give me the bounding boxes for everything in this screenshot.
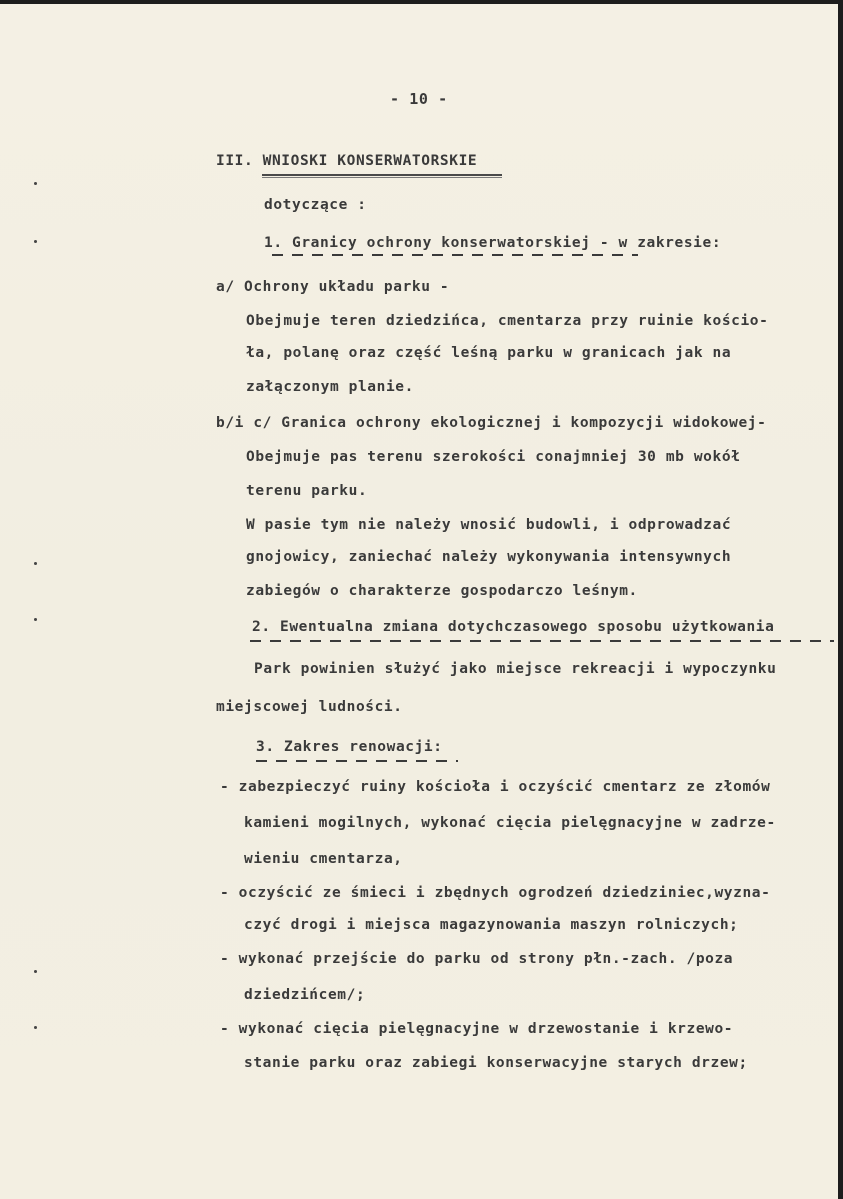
section-title: III. WNIOSKI KONSERWATORSKIE: [216, 153, 478, 169]
renowacja-dashed-underline: [256, 760, 458, 762]
a-heading: a/ Ochrony układu parku -: [216, 279, 450, 295]
renowacja-item-2-line-1: - oczyścić ze śmieci i zbędnych ogrodzeń dziedziniec,wyzna-: [220, 885, 771, 901]
b-line-2: terenu parku.: [246, 483, 368, 499]
a-line-1: Obejmuje teren dziedzińca, cmentarza przy ruinie kościo-: [246, 313, 769, 329]
renowacja-item-3-line-1: - wykonać przejście do parku od strony płn.-zach. /poza: [220, 951, 734, 967]
renowacja-item-4-line-1: - wykonać cięcia pielęgnacyjne w drzewostanie i krzewo-: [220, 1021, 734, 1037]
renowacja-item-2-line-2: czyć drogi i miejsca magazynowania maszyn rolniczych;: [244, 917, 739, 933]
renowacja-item-1-line-1: - zabezpieczyć ruiny kościoła i oczyścić cmentarz ze złomów: [220, 779, 771, 795]
b-line-3: W pasie tym nie należy wnosić budowli, i odprowadzać: [246, 517, 732, 533]
b-heading: b/i c/ Granica ochrony ekologicznej i kompozycji widokowej-: [216, 415, 767, 431]
margin-dot: [34, 182, 37, 185]
a-line-3: załączonym planie.: [246, 379, 414, 395]
renowacja-item-1-line-3: wieniu cmentarza,: [244, 851, 403, 867]
renowacja-item-1-line-2: kamieni mogilnych, wykonać cięcia pielęgnacyjne w zadrze-: [244, 815, 776, 831]
zmiana-line-2: miejscowej ludności.: [216, 699, 403, 715]
renowacja-heading: 3. Zakres renowacji:: [256, 739, 443, 755]
a-line-2: ła, polanę oraz część leśną parku w granicach jak na: [246, 345, 732, 361]
b-line-5: zabiegów o charakterze gospodarczo leśnym.: [246, 583, 638, 599]
margin-dot: [34, 618, 37, 621]
b-line-4: gnojowicy, zaniechać należy wykonywania intensywnych: [246, 549, 732, 565]
zmiana-dashed-underline: [250, 640, 834, 642]
page-number: - 10 -: [390, 90, 448, 108]
margin-dot: [34, 970, 37, 973]
title-underline: [262, 174, 502, 176]
title-underline-shadow: [262, 177, 502, 178]
b-line-1: Obejmuje pas terenu szerokości conajmniej 30 mb wokół: [246, 449, 741, 465]
margin-dot: [34, 562, 37, 565]
zmiana-heading: 2. Ewentualna zmiana dotychczasowego sposobu użytkowania: [252, 619, 775, 635]
granice-heading: 1. Granicy ochrony konserwatorskiej - w zakresie:: [264, 235, 722, 251]
renowacja-item-3-line-2: dziedzińcem/;: [244, 987, 366, 1003]
margin-dot: [34, 240, 37, 243]
dotyczace-line: dotyczące :: [264, 197, 367, 213]
renowacja-item-4-line-2: stanie parku oraz zabiegi konserwacyjne starych drzew;: [244, 1055, 748, 1071]
granice-dashed-underline: [272, 254, 638, 256]
margin-dot: [34, 1026, 37, 1029]
zmiana-line-1: Park powinien służyć jako miejsce rekreacji i wypoczynku: [254, 661, 777, 677]
